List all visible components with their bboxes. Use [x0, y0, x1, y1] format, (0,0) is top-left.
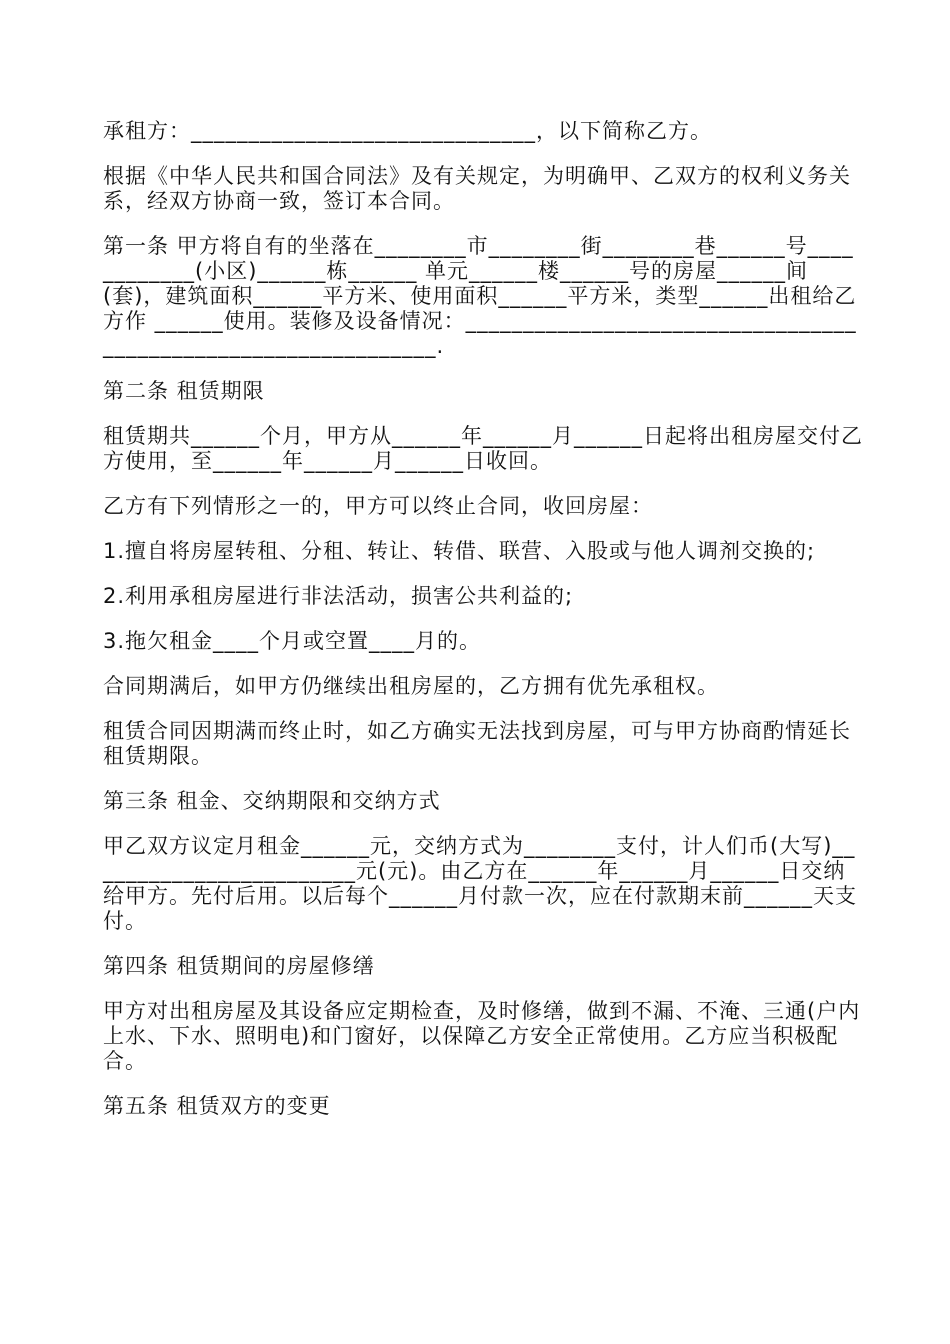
contract-page: [103, 119, 863, 1139]
article-2-list-item-2: 2.利用承租房屋进行非法活动，损害公共利益的;: [103, 584, 574, 608]
article-5-title: 第五条 租赁双方的变更: [103, 1094, 331, 1118]
article-2-paragraph-3: 合同期满后，如甲方仍继续出租房屋的，乙方拥有优先承租权。: [103, 674, 719, 698]
article-3-paragraph-1: 甲乙双方议定月租金______元，交纳方式为________支付，计人们币(大写)________________________元(元)。由乙方在______年______月______日交纳给甲方。先付后用。以后每个______月付款一次，应在付款期末前______天支付。: [103, 834, 857, 933]
party-b-line: 承租方：______________________________，以下简称乙方。: [103, 119, 712, 143]
article-3-title: 第三条 租金、交纳期限和交纳方式: [103, 789, 441, 813]
article-2-title: 第二条 租赁期限: [103, 379, 265, 403]
article-2-list-item-1: 1.擅自将房屋转租、分租、转让、转借、联营、入股或与他人调剂交换的;: [103, 539, 816, 563]
article-4-title: 第四条 租赁期间的房屋修缮: [103, 954, 375, 978]
article-2-paragraph-4: 租赁合同因期满而终止时，如乙方确实无法找到房屋，可与甲方协商酌情延长租赁期限。: [103, 719, 851, 768]
article-2-list-item-3: 3.拖欠租金____个月或空置____月的。: [103, 629, 482, 653]
article-1-paragraph: 第一条 甲方将自有的坐落在________市________街________巷______号____________(小区)______栋______ 单元______楼______号的房屋______间(套)，建筑面积______平方米、使用面积______平方米，类型______出租给乙方作 ______使用。装修及设备情况：_______________________________________________________________.: [103, 234, 857, 358]
article-4-paragraph-1: 甲方对出租房屋及其设备应定期检查，及时修缮，做到不漏、不淹、三通(户内上水、下水、照明电)和门窗好，以保障乙方安全正常使用。乙方应当积极配合。: [103, 999, 861, 1073]
article-2-paragraph-1: 租赁期共______个月，甲方从______年______月______日起将出租房屋交付乙方使用，至______年______月______日收回。: [103, 424, 863, 473]
intro-paragraph: 根据《中华人民共和国合同法》及有关规定，为明确甲、乙双方的权利义务关系，经双方协商一致，签订本合同。: [103, 164, 851, 213]
article-2-paragraph-2: 乙方有下列情形之一的，甲方可以终止合同，收回房屋：: [103, 494, 653, 518]
